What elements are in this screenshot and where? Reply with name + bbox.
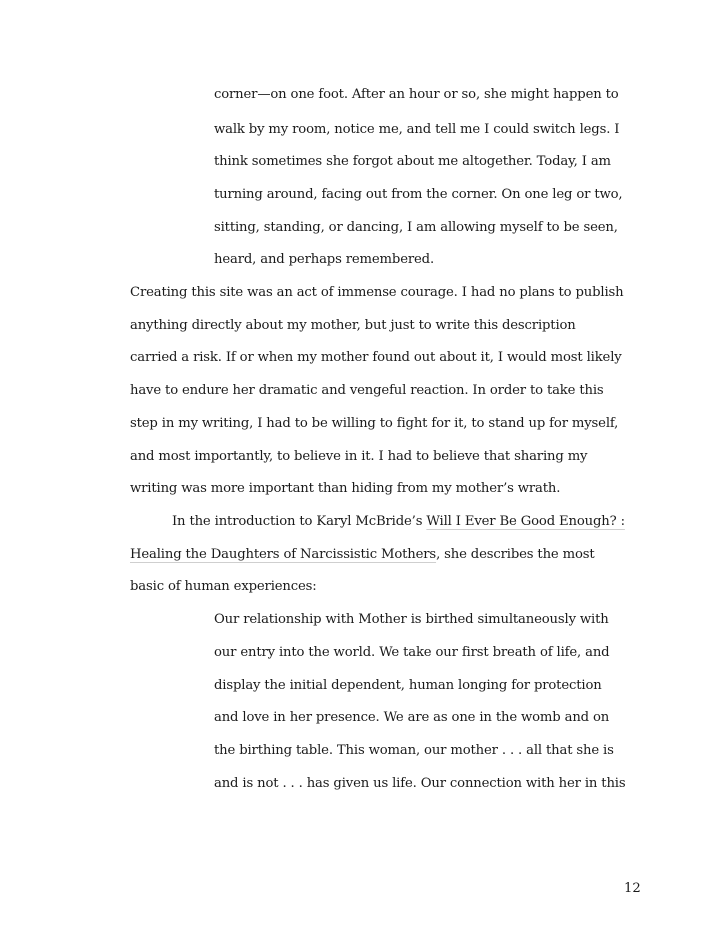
book-title-part2: Healing the Daughters of Narcissistic Mothers	[130, 547, 437, 562]
quote2-line: display the initial dependent, human longing for protection	[214, 678, 602, 693]
paragraph2-line	[130, 546, 595, 564]
quote1-line: think sometimes she forgot about me altogether. Today, I am	[214, 154, 611, 169]
paragraph1-line: and most importantly, to believe in it. I had to believe that sharing my	[130, 449, 588, 464]
paragraph1-line: have to endure her dramatic and vengeful reaction. In order to take this	[130, 383, 604, 398]
paragraph2-line: basic of human experiences:	[130, 579, 317, 594]
paragraph2-text: In the introduction to Karyl McBride’s	[172, 514, 427, 529]
paragraph2-text: , she describes the most	[436, 547, 595, 562]
paragraph1-line: writing was more important than hiding from my mother’s wrath.	[130, 481, 561, 496]
quote1-line: sitting, standing, or dancing, I am allowing myself to be seen,	[214, 220, 618, 235]
quote2-line: and love in her presence. We are as one in the womb and on	[214, 710, 610, 725]
paragraph1-line: Creating this site was an act of immense courage. I had no plans to publish	[130, 285, 624, 300]
paragraph1-line: step in my writing, I had to be willing to fight for it, to stand up for myself,	[130, 416, 619, 431]
quote2-line: our entry into the world. We take our first breath of life, and	[214, 645, 610, 660]
quote1-line: heard, and perhaps remembered.	[214, 252, 434, 267]
paragraph1-line: anything directly about my mother, but just to write this description	[130, 318, 576, 333]
quote1-line: turning around, facing out from the corner. On one leg or two,	[214, 187, 623, 202]
quote2-line: the birthing table. This woman, our mother . . . all that she is	[214, 743, 614, 758]
page-number: 12	[624, 881, 641, 896]
quote1-line: walk by my room, notice me, and tell me I could switch legs. I	[214, 122, 620, 137]
paragraph2-line	[172, 513, 625, 531]
book-title-part1: Will I Ever Be Good Enough? :	[426, 514, 625, 529]
quote2-line: and is not . . . has given us life. Our connection with her in this	[214, 776, 626, 791]
quote2-line: Our relationship with Mother is birthed simultaneously with	[214, 612, 609, 627]
quote1-line: corner—on one foot. After an hour or so, she might happen to	[214, 87, 619, 102]
paragraph1-line: carried a risk. If or when my mother found out about it, I would most likely	[130, 350, 622, 365]
